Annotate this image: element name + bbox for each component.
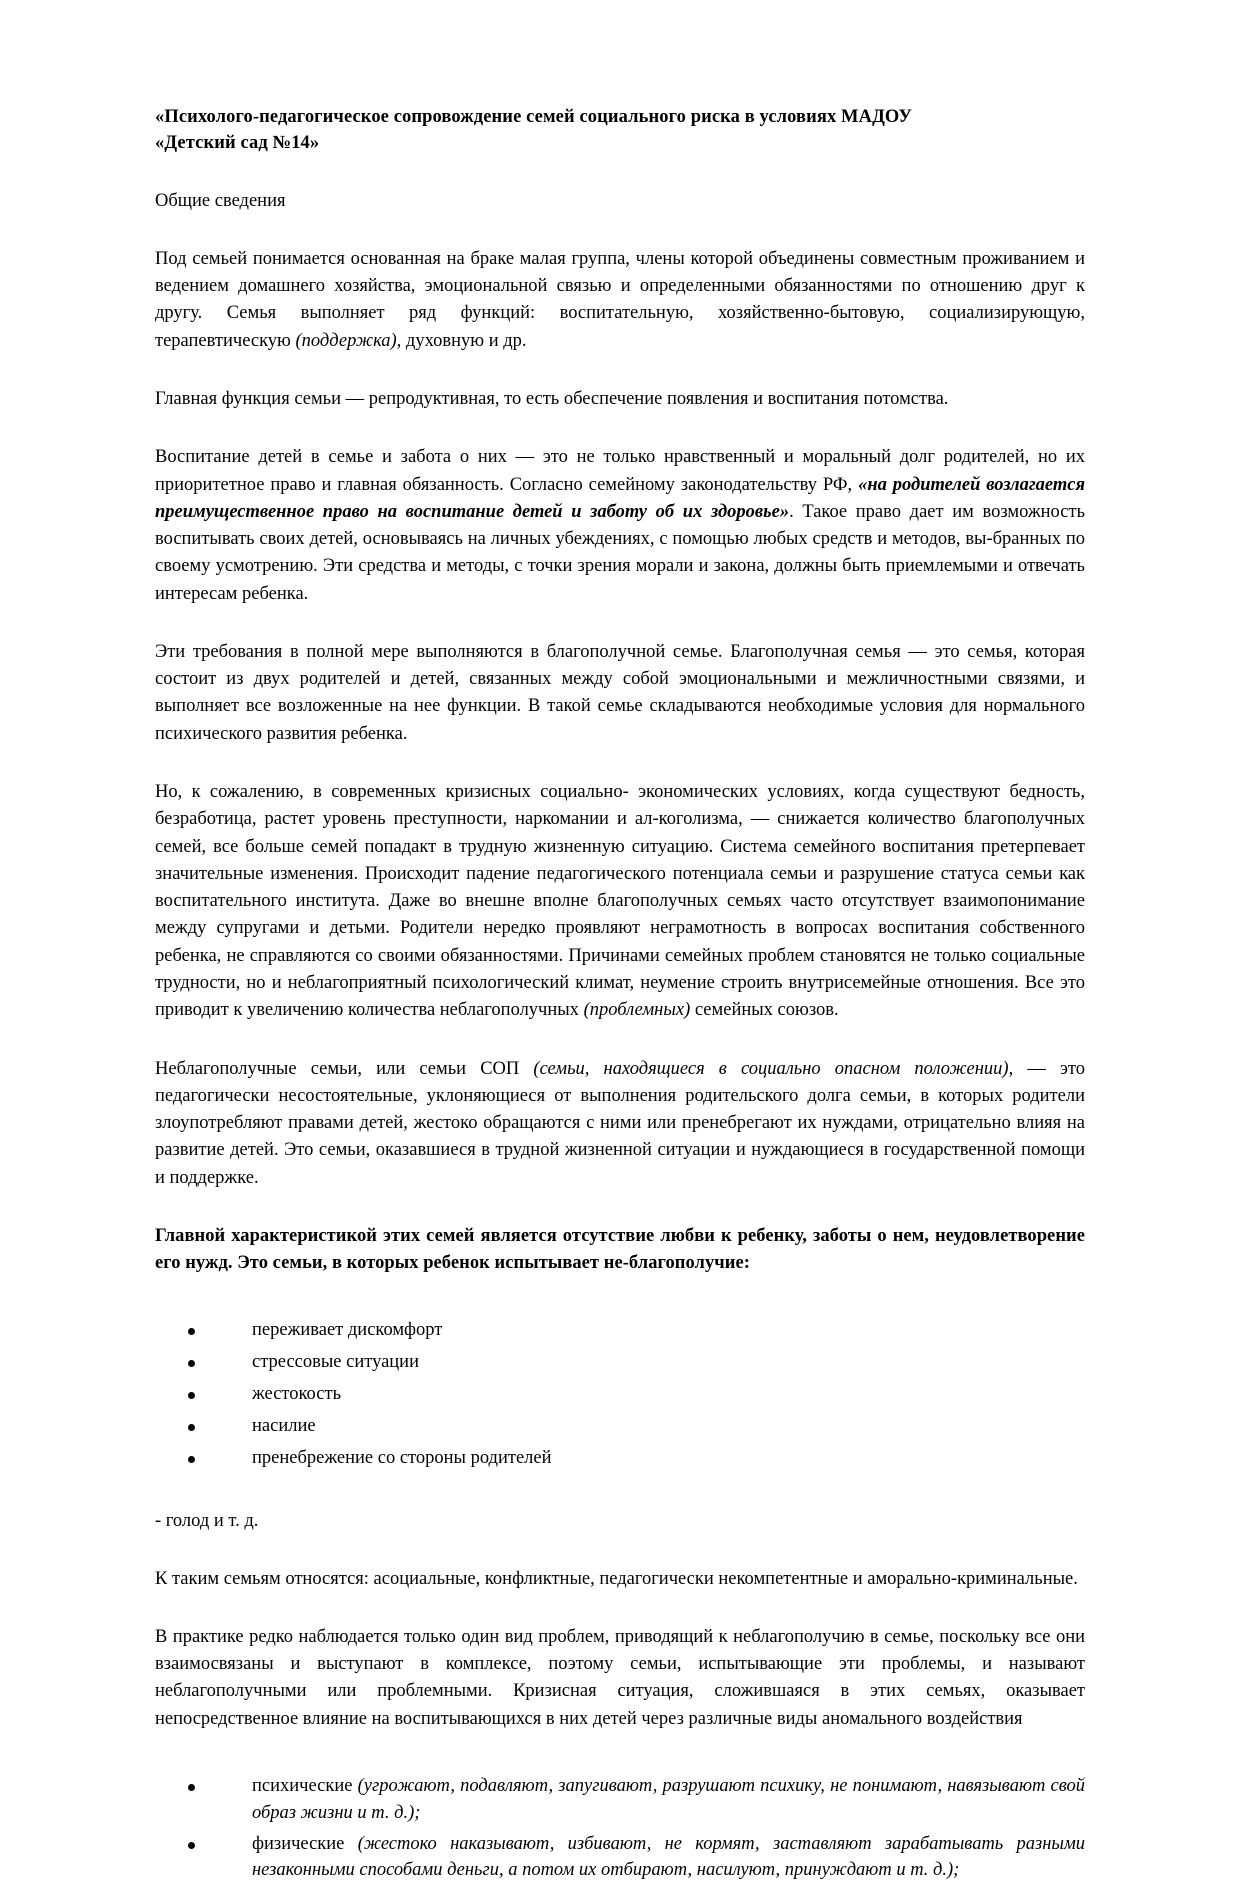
section-heading-general-info: Общие сведения xyxy=(155,190,286,211)
bullet-list-child-experiences xyxy=(155,1317,1085,1472)
list-item: пренебрежение со стороны родителей xyxy=(155,1445,1085,1472)
list-item xyxy=(155,1831,1085,1884)
paragraph-main-characteristic-bold: Главной характеристикой этих семей является отсутствие любви к ребенку, заботы о нем, неудовлетворение его нужд. Это семьи, в которых ребенок испытывает не-благополучие: xyxy=(155,1225,1085,1273)
spacer xyxy=(155,215,1085,246)
paragraph-main-function: Главная функция семьи — репродуктивная, то есть обеспечение появления и воспитания потомства. xyxy=(155,388,949,409)
spacer xyxy=(155,1733,1085,1773)
spacer xyxy=(155,157,1085,188)
spacer xyxy=(155,1593,1085,1624)
list-item xyxy=(155,1773,1085,1827)
italic-sop-definition: (семьи, находящиеся в социально опасном положении) xyxy=(533,1058,1009,1079)
spacer xyxy=(155,1192,1085,1223)
document-title-line-1: «Психолого-педагогическое сопровождение семей социального риска в условиях МАДОУ xyxy=(155,107,913,127)
spacer xyxy=(155,1477,1085,1508)
paragraph-text-tail: семейных союзов. xyxy=(690,1000,839,1021)
paragraph-family-definition xyxy=(155,246,1085,355)
paragraph-upbringing-rights xyxy=(155,444,1085,608)
spacer xyxy=(155,355,1085,386)
paragraph-family-types: К таким семьям относятся: асоциальные, конфликтные, педагогически некомпетентные и аморально-криминальные. xyxy=(155,1568,1078,1589)
paragraph-text: Но, к сожалению, в современных кризисных социально- экономических условиях, когда существуют бедность, безработица, растет уровень преступности, наркомании и ал-коголизма, — снижается количество благополучных семей, все больше семей попадакт в трудную жизненную ситуацию. Система семейного воспитания претерпевает значительные изменения. Происходит падение педагогического потенциала семьи и разрушение статуса семьи как воспитательного института. Даже во внешне вполне благополучных семьях часто отсутствует взаимопонимание между супругами и детьми. Родители нередко проявляют неграмотность в вопросах воспитания собственного ребенка, не справляются со своими обязанностями. Причинами семейных проблем становятся не только социальные трудности, но и неблагоприятный психологический климат, неумение строить внутрисемейные отношения. Все это приводит к увеличению количества неблагополучных xyxy=(155,782,1085,1021)
paragraph-text-tail: , духовную и др. xyxy=(396,330,527,351)
spacer xyxy=(155,1277,1085,1317)
paragraph-crisis-conditions xyxy=(155,779,1085,1025)
list-item: стрессовые ситуации xyxy=(155,1349,1085,1376)
spacer xyxy=(155,1025,1085,1056)
paragraph-text: Воспитание детей в семье и забота о них — это не только нравственный и моральный долг родителей, но их приоритетное право и главная обязанность. Согласно семейному законодательству РФ, xyxy=(155,447,1085,495)
paragraph-text-tail: . Такое право дает им возможность воспитывать своих детей, основываясь на личных убеждениях, с помощью любых средств и методов, вы-бранных по своему усмотрению. Эти средства и методы, с точки зрения морали и закона, должны быть приемлемыми и отвечать интересам ребенка. xyxy=(155,501,1086,604)
spacer xyxy=(155,413,1085,444)
list-item-italic-detail: (угрожают, подавляют, запугивают, разрушают психику, не понимают, навязывают свой образ жизни и т. д.); xyxy=(252,1776,1086,1823)
paragraph-hunger-etc: - голод и т. д. xyxy=(155,1510,259,1531)
italic-support: (поддержка) xyxy=(295,330,397,351)
list-item: переживает дискомфорт xyxy=(155,1317,1085,1344)
paragraph-text: Под семьей понимается основанная на браке малая группа, члены которой объединены совместным проживанием и ведением домашнего хозяйства, эмоциональной связью и определенными обязанностями по отношению друг к другу. Семья выполняет ряд функций: воспитательную, хозяйственно-бытовую, социализирующую, терапевтическую xyxy=(155,248,1085,351)
document-body xyxy=(155,104,1085,1884)
bold-italic-quote-parental-right: «на родителей возлагается преимущественное право на воспитание детей и заботу об их здоровье» xyxy=(155,474,1085,522)
list-item-lead: физические xyxy=(252,1833,358,1854)
paragraph-practice-problems: В практике редко наблюдается только один вид проблем, приводящий к неблагополучию в семье, поскольку все они взаимосвязаны и выступают в комплексе, поэтому семьи, испытывающие эти проблемы, и называют неблагополучными или проблемными. Кризисная ситуация, сложившаяся в этих семьях, оказывает непосредственное влияние на воспитывающихся в них детей через различные виды аномального воздействия xyxy=(155,1626,1085,1729)
paragraph-prosperous-family: Эти требования в полной мере выполняются в благополучной семье. Благополучная семья — это семья, которая состоит из двух родителей и детей, связанных между собой эмоциональными и межличностными связями, и выполняет все возложенные на нее функции. В такой семье складываются необходимые условия для нормального психического развития ребенка. xyxy=(155,641,1085,744)
list-item-lead: психические xyxy=(252,1776,358,1796)
list-item: жестокость xyxy=(155,1381,1085,1408)
italic-problem: (проблемных) xyxy=(583,1000,691,1021)
document-title xyxy=(155,104,1085,157)
list-item-italic-detail: (жестоко наказывают, избивают, не кормят, заставляют зарабатывать разными незаконными способами деньги, а потом их отбирают, насилуют, принуждают и т. д.); xyxy=(252,1833,1086,1881)
document-title-line-2: «Детский сад №14» xyxy=(155,133,320,154)
paragraph-dysfunctional-families xyxy=(155,1056,1085,1192)
spacer xyxy=(155,608,1085,639)
paragraph-text: Неблагополучные семьи, или семьи СОП xyxy=(155,1058,534,1079)
list-item: насилие xyxy=(155,1413,1085,1440)
paragraph-text-tail: , — это педагогически несостоятельные, уклоняющиеся от выполнения родительского долга семьи, в которых родители злоупотребляют правами детей, жестоко обращаются с ними или пренебрегают их нуждами, отрицательно влияя на развитие детей. Это семьи, оказавшиеся в трудной жизненной ситуации и нуждающиеся в государственной помощи и поддержке. xyxy=(155,1058,1086,1188)
bullet-list-abnormal-influence-types xyxy=(155,1773,1085,1884)
spacer xyxy=(155,748,1085,779)
spacer xyxy=(155,1535,1085,1566)
